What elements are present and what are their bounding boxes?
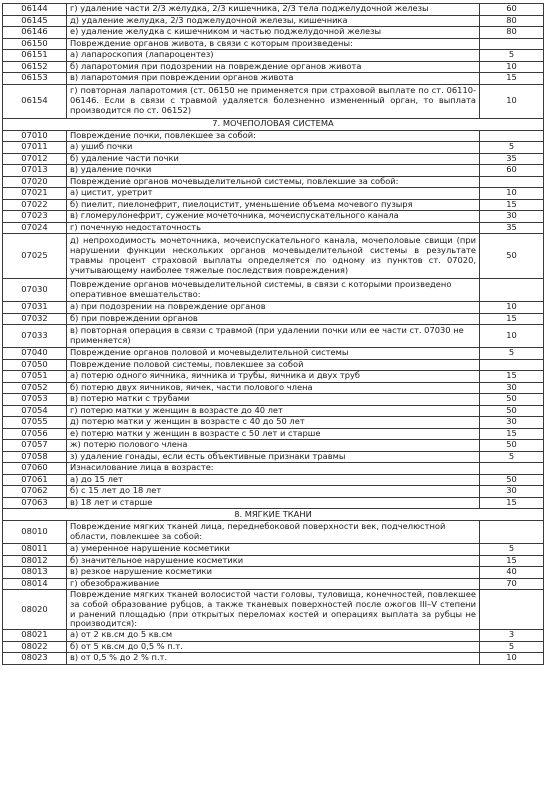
article-code: 07022 — [3, 199, 67, 211]
article-code: 08014 — [3, 578, 67, 590]
injury-description: а) цистит, уретрит — [67, 188, 480, 200]
article-code: 08022 — [3, 641, 67, 653]
table-row — [3, 382, 544, 394]
table-row — [3, 15, 544, 27]
article-code: 07054 — [3, 405, 67, 417]
table-row — [3, 234, 544, 279]
article-code: 07013 — [3, 165, 67, 177]
article-code: 07060 — [3, 463, 67, 475]
injury-description: а) потерю одного яичника, яичника и трубы, яичника и двух труб — [67, 371, 480, 383]
payout-percent — [480, 38, 544, 50]
payout-percent: 50 — [480, 394, 544, 406]
table-row — [3, 544, 544, 556]
injury-description: б) при повреждении органов — [67, 313, 480, 325]
article-code: 06146 — [3, 27, 67, 39]
table-row — [3, 486, 544, 498]
injury-description: Повреждение мягких тканей лица, переднебоковой поверхности век, подчелюстной области, повлекшее за собой: — [67, 521, 480, 544]
payout-percent: 35 — [480, 153, 544, 165]
article-code: 06150 — [3, 38, 67, 50]
table-row — [3, 567, 544, 579]
payout-percent — [480, 463, 544, 475]
payout-percent: 80 — [480, 15, 544, 27]
injury-description: г) обезображивание — [67, 578, 480, 590]
injury-description: Повреждение органов мочевыделительной системы, повлекшие за собой: — [67, 176, 480, 188]
payout-percent: 50 — [480, 474, 544, 486]
payout-percent — [480, 130, 544, 142]
table-row — [3, 641, 544, 653]
injury-description: б) от 5 кв.см до 0,5 % п.т. — [67, 641, 480, 653]
table-row — [3, 61, 544, 73]
payout-percent: 15 — [480, 73, 544, 85]
table-row — [3, 590, 544, 630]
table-row — [3, 73, 544, 85]
injury-description: д) непроходимость мочеточника, мочеиспускательного канала, мочеполовые свищи (при нарушении функции нескольких органов мочевыделительной системы в результате травмы процент страховой выплаты определяется по одному из пунктов ст. 07020, учитывающему наиболее тяжелые последствия повреждения) — [67, 234, 480, 279]
injury-description: Повреждение мягких тканей волосистой части головы, туловища, конечностей, повлекшее за собой образование рубцов, а также тканевых поверхностей после ожогов III–V степени и ранений площадью (при открытых переломах костей и операциях выплата за рубцы не производится): — [67, 590, 480, 630]
table-row — [3, 188, 544, 200]
article-code: 07025 — [3, 234, 67, 279]
table-row — [3, 578, 544, 590]
injury-description: е) удаление желудка с кишечником и частью поджелудочной железы — [67, 27, 480, 39]
injury-description: в) от 0,5 % до 2 % п.т. — [67, 653, 480, 665]
article-code: 07024 — [3, 222, 67, 234]
injury-description: б) значительное нарушение косметики — [67, 555, 480, 567]
table-row — [3, 176, 544, 188]
payout-percent: 10 — [480, 188, 544, 200]
payout-percent: 80 — [480, 27, 544, 39]
table-row — [3, 555, 544, 567]
injury-description: Повреждение почки, повлекшее за собой: — [67, 130, 480, 142]
payout-percent: 35 — [480, 222, 544, 234]
payout-percent: 5 — [480, 451, 544, 463]
injury-description: Повреждение органов половой и мочевыделительной системы — [67, 348, 480, 360]
table-row — [3, 474, 544, 486]
table-row — [3, 313, 544, 325]
table-row — [3, 348, 544, 360]
payout-percent: 10 — [480, 325, 544, 348]
injury-description: в) резкое нарушение косметики — [67, 567, 480, 579]
payout-percent — [480, 590, 544, 630]
table-row — [3, 153, 544, 165]
payout-percent — [480, 521, 544, 544]
table-row — [3, 50, 544, 62]
injury-description: б) удаление части почки — [67, 153, 480, 165]
injury-description: г) удаление части 2/3 желудка, 2/3 кишечника, 2/3 тела поджелудочной железы — [67, 4, 480, 16]
table-row — [3, 302, 544, 314]
payout-percent: 5 — [480, 544, 544, 556]
article-code: 06152 — [3, 61, 67, 73]
injury-description: е) потерю матки у женщин в возрасте с 50 лет и старше — [67, 428, 480, 440]
table-row — [3, 371, 544, 383]
payout-percent: 50 — [480, 405, 544, 417]
table-row — [3, 463, 544, 475]
article-code: 07052 — [3, 382, 67, 394]
article-code: 06154 — [3, 84, 67, 118]
payout-percent: 30 — [480, 486, 544, 498]
table-row — [3, 279, 544, 302]
table-row — [3, 394, 544, 406]
article-code: 06151 — [3, 50, 67, 62]
article-code: 07058 — [3, 451, 67, 463]
injury-description: б) с 15 лет до 18 лет — [67, 486, 480, 498]
payout-percent: 15 — [480, 371, 544, 383]
injury-description: Повреждение органов мочевыделительной системы, в связи с которыми произведено оперативное вмешательство: — [67, 279, 480, 302]
payout-percent — [480, 279, 544, 302]
article-code: 07023 — [3, 211, 67, 223]
article-code: 07020 — [3, 176, 67, 188]
article-code: 07011 — [3, 142, 67, 154]
payout-percent: 10 — [480, 84, 544, 118]
article-code: 07057 — [3, 440, 67, 452]
table-row — [3, 521, 544, 544]
article-code: 07031 — [3, 302, 67, 314]
payout-percent: 50 — [480, 440, 544, 452]
table-row — [3, 428, 544, 440]
insurance-payout-table — [2, 3, 544, 665]
payout-percent: 10 — [480, 61, 544, 73]
payout-percent: 10 — [480, 653, 544, 665]
injury-description: б) лапаротомия при подозрении на повреждение органов живота — [67, 61, 480, 73]
article-code: 07062 — [3, 486, 67, 498]
article-code: 07032 — [3, 313, 67, 325]
article-code: 08013 — [3, 567, 67, 579]
article-code: 07055 — [3, 417, 67, 429]
article-code: 07061 — [3, 474, 67, 486]
payout-percent: 5 — [480, 641, 544, 653]
injury-description: г) потерю матки у женщин в возрасте до 40 лет — [67, 405, 480, 417]
injury-description: Изнасилование лица в возрасте: — [67, 463, 480, 475]
injury-description: а) от 2 кв.см до 5 кв.см — [67, 630, 480, 642]
article-code: 08011 — [3, 544, 67, 556]
article-code: 06145 — [3, 15, 67, 27]
section-heading-row — [3, 118, 544, 130]
payout-percent: 15 — [480, 555, 544, 567]
injury-description: в) потерю матки с трубами — [67, 394, 480, 406]
table-row — [3, 222, 544, 234]
table-row — [3, 497, 544, 509]
payout-percent — [480, 359, 544, 371]
table-row — [3, 84, 544, 118]
injury-description: а) до 15 лет — [67, 474, 480, 486]
table-row — [3, 27, 544, 39]
table-row — [3, 405, 544, 417]
table-row — [3, 142, 544, 154]
payout-percent: 15 — [480, 428, 544, 440]
payout-percent: 5 — [480, 348, 544, 360]
article-code: 07053 — [3, 394, 67, 406]
article-code: 06144 — [3, 4, 67, 16]
injury-description: г) повторная лапаротомия (ст. 06150 не применяется при страховой выплате по ст. 06110-06146. Если в связи с травмой удаляется болезненно измененный орган, то выплата производится по ст. 06152) — [67, 84, 480, 118]
payout-percent: 15 — [480, 313, 544, 325]
payout-percent: 60 — [480, 4, 544, 16]
injury-description: з) удаление гонады, если есть объективные признаки травмы — [67, 451, 480, 463]
article-code: 07040 — [3, 348, 67, 360]
article-code: 08020 — [3, 590, 67, 630]
injury-description: ж) потерю полового члена — [67, 440, 480, 452]
injury-description: в) 18 лет и старше — [67, 497, 480, 509]
section-heading: 8. МЯГКИЕ ТКАНИ — [3, 509, 544, 521]
article-code: 07030 — [3, 279, 67, 302]
table-row — [3, 38, 544, 50]
payout-percent: 70 — [480, 578, 544, 590]
injury-description: а) ушиб почки — [67, 142, 480, 154]
article-code: 08010 — [3, 521, 67, 544]
injury-description: Повреждение органов живота, в связи с которым произведены: — [67, 38, 480, 50]
injury-description: а) при подозрении на повреждение органов — [67, 302, 480, 314]
table-row — [3, 130, 544, 142]
article-code: 07021 — [3, 188, 67, 200]
injury-description: в) повторная операция в связи с травмой (при удалении почки или ее части ст. 07030 не применяется) — [67, 325, 480, 348]
section-heading: 7. МОЧЕПОЛОВАЯ СИСТЕМА — [3, 118, 544, 130]
table-row — [3, 211, 544, 223]
payout-percent: 5 — [480, 50, 544, 62]
section-heading-row — [3, 509, 544, 521]
article-code: 08023 — [3, 653, 67, 665]
injury-description: б) пиелит, пиелонефрит, пиелоцистит, уменьшение объема мочевого пузыря — [67, 199, 480, 211]
payout-percent: 30 — [480, 417, 544, 429]
article-code: 06153 — [3, 73, 67, 85]
injury-description: а) лапароскопия (лапароцентез) — [67, 50, 480, 62]
table-row — [3, 165, 544, 177]
payout-percent: 30 — [480, 211, 544, 223]
payout-percent: 10 — [480, 302, 544, 314]
payout-percent: 50 — [480, 234, 544, 279]
table-body — [3, 4, 544, 665]
table-row — [3, 325, 544, 348]
payout-percent — [480, 176, 544, 188]
payout-percent: 15 — [480, 497, 544, 509]
table-row — [3, 440, 544, 452]
payout-percent: 60 — [480, 165, 544, 177]
injury-description: г) почечную недостаточность — [67, 222, 480, 234]
article-code: 07010 — [3, 130, 67, 142]
article-code: 07033 — [3, 325, 67, 348]
payout-percent: 40 — [480, 567, 544, 579]
table-row — [3, 417, 544, 429]
table-row — [3, 359, 544, 371]
table-row — [3, 630, 544, 642]
injury-description: а) умеренное нарушение косметики — [67, 544, 480, 556]
article-code: 07063 — [3, 497, 67, 509]
document-page — [2, 3, 543, 665]
injury-description: д) потерю матки у женщин в возрасте с 40 до 50 лет — [67, 417, 480, 429]
payout-percent: 15 — [480, 199, 544, 211]
article-code: 07050 — [3, 359, 67, 371]
payout-percent: 5 — [480, 142, 544, 154]
table-row — [3, 4, 544, 16]
payout-percent: 3 — [480, 630, 544, 642]
injury-description: б) потерю двух яичников, яичек, части полового члена — [67, 382, 480, 394]
payout-percent: 30 — [480, 382, 544, 394]
article-code: 08012 — [3, 555, 67, 567]
table-row — [3, 451, 544, 463]
article-code: 07051 — [3, 371, 67, 383]
table-row — [3, 653, 544, 665]
injury-description: Повреждение половой системы, повлекшее за собой — [67, 359, 480, 371]
article-code: 08021 — [3, 630, 67, 642]
injury-description: в) лапаротомия при повреждении органов живота — [67, 73, 480, 85]
injury-description: в) гломерулонефрит, сужение мочеточника, мочеиспускательного канала — [67, 211, 480, 223]
table-row — [3, 199, 544, 211]
injury-description: в) удаление почки — [67, 165, 480, 177]
article-code: 07056 — [3, 428, 67, 440]
injury-description: д) удаление желудка, 2/3 поджелудочной железы, кишечника — [67, 15, 480, 27]
article-code: 07012 — [3, 153, 67, 165]
